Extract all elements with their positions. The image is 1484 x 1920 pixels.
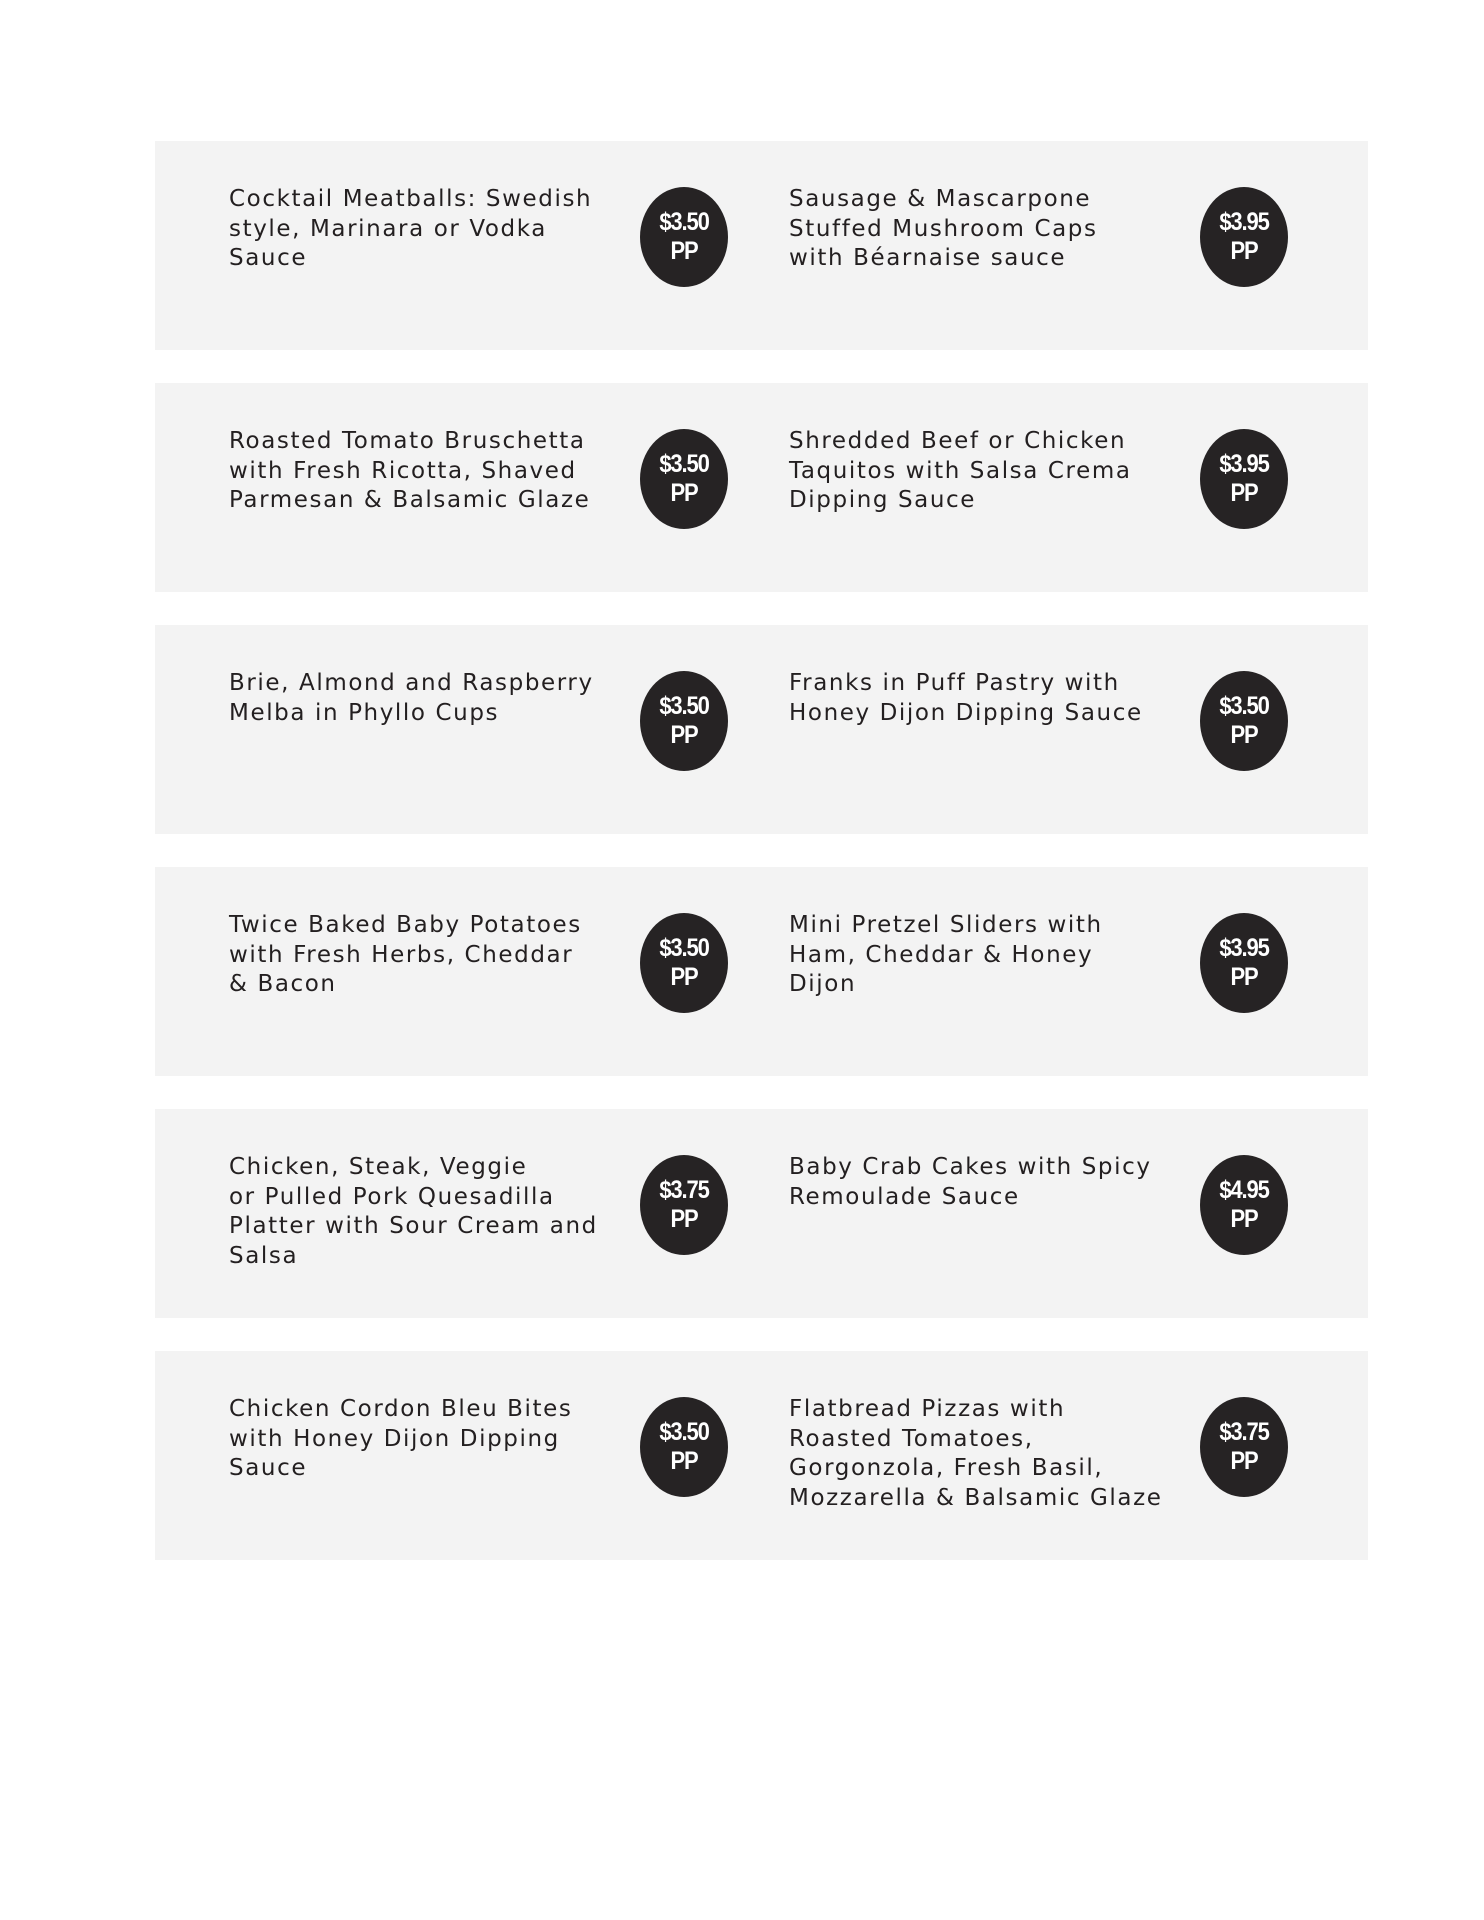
price-badge bbox=[1200, 187, 1288, 287]
price-value: $3.75 bbox=[659, 1176, 709, 1204]
price-unit: PP bbox=[1230, 237, 1258, 265]
item-name: Sausage & Mascarpone Stuffed Mushroom Caps with Béarnaise sauce bbox=[789, 186, 1098, 271]
price-unit: PP bbox=[670, 1447, 698, 1475]
price-badge bbox=[1200, 913, 1288, 1013]
price-unit: PP bbox=[670, 721, 698, 749]
price-badge bbox=[1200, 671, 1288, 771]
price-value: $3.50 bbox=[659, 692, 709, 720]
price-badge bbox=[1200, 429, 1288, 529]
menu-row bbox=[155, 867, 1368, 1076]
price-unit: PP bbox=[1230, 721, 1258, 749]
price-badge bbox=[640, 429, 728, 529]
price-badge bbox=[640, 671, 728, 771]
price-badge bbox=[1200, 1397, 1288, 1497]
item-name: Cocktail Meatballs: Swedish style, Marinara or Vodka Sauce bbox=[229, 186, 593, 271]
appetizer-menu bbox=[155, 141, 1368, 1593]
price-unit: PP bbox=[1230, 479, 1258, 507]
menu-row bbox=[155, 383, 1368, 592]
price-unit: PP bbox=[1230, 1447, 1258, 1475]
price-value: $3.95 bbox=[1219, 208, 1269, 236]
price-unit: PP bbox=[1230, 1205, 1258, 1233]
menu-row bbox=[155, 1351, 1368, 1560]
price-value: $4.95 bbox=[1219, 1176, 1269, 1204]
price-value: $3.95 bbox=[1219, 934, 1269, 962]
item-name: Chicken Cordon Bleu Bites with Honey Dijon Dipping Sauce bbox=[229, 1396, 573, 1481]
item-name: Mini Pretzel Sliders with Ham, Cheddar & Honey Dijon bbox=[789, 912, 1103, 997]
price-value: $3.50 bbox=[659, 208, 709, 236]
item-name: Roasted Tomato Bruschetta with Fresh Ricotta, Shaved Parmesan & Balsamic Glaze bbox=[229, 428, 591, 513]
price-unit: PP bbox=[670, 237, 698, 265]
price-value: $3.75 bbox=[1219, 1418, 1269, 1446]
menu-row bbox=[155, 1109, 1368, 1318]
item-name: Franks in Puff Pastry with Honey Dijon Dipping Sauce bbox=[789, 670, 1143, 726]
price-badge bbox=[1200, 1155, 1288, 1255]
item-name: Brie, Almond and Raspberry Melba in Phyllo Cups bbox=[229, 670, 594, 726]
price-unit: PP bbox=[670, 963, 698, 991]
price-unit: PP bbox=[670, 479, 698, 507]
price-value: $3.50 bbox=[659, 1418, 709, 1446]
price-badge bbox=[640, 187, 728, 287]
item-name: Twice Baked Baby Potatoes with Fresh Herbs, Cheddar & Bacon bbox=[229, 912, 582, 997]
item-name: Shredded Beef or Chicken Taquitos with Salsa Crema Dipping Sauce bbox=[789, 428, 1132, 513]
price-value: $3.50 bbox=[659, 934, 709, 962]
price-badge bbox=[640, 1397, 728, 1497]
price-badge bbox=[640, 913, 728, 1013]
price-badge bbox=[640, 1155, 728, 1255]
menu-row bbox=[155, 141, 1368, 350]
menu-row bbox=[155, 625, 1368, 834]
item-name: Flatbread Pizzas with Roasted Tomatoes, Gorgonzola, Fresh Basil, Mozzarella & Balsamic Glaze bbox=[789, 1396, 1163, 1511]
price-value: $3.50 bbox=[659, 450, 709, 478]
price-unit: PP bbox=[1230, 963, 1258, 991]
price-value: $3.50 bbox=[1219, 692, 1269, 720]
item-name: Baby Crab Cakes with Spicy Remoulade Sauce bbox=[789, 1154, 1152, 1210]
price-unit: PP bbox=[670, 1205, 698, 1233]
price-value: $3.95 bbox=[1219, 450, 1269, 478]
item-name: Chicken, Steak, Veggie or Pulled Pork Quesadilla Platter with Sour Cream and Salsa bbox=[229, 1154, 598, 1269]
